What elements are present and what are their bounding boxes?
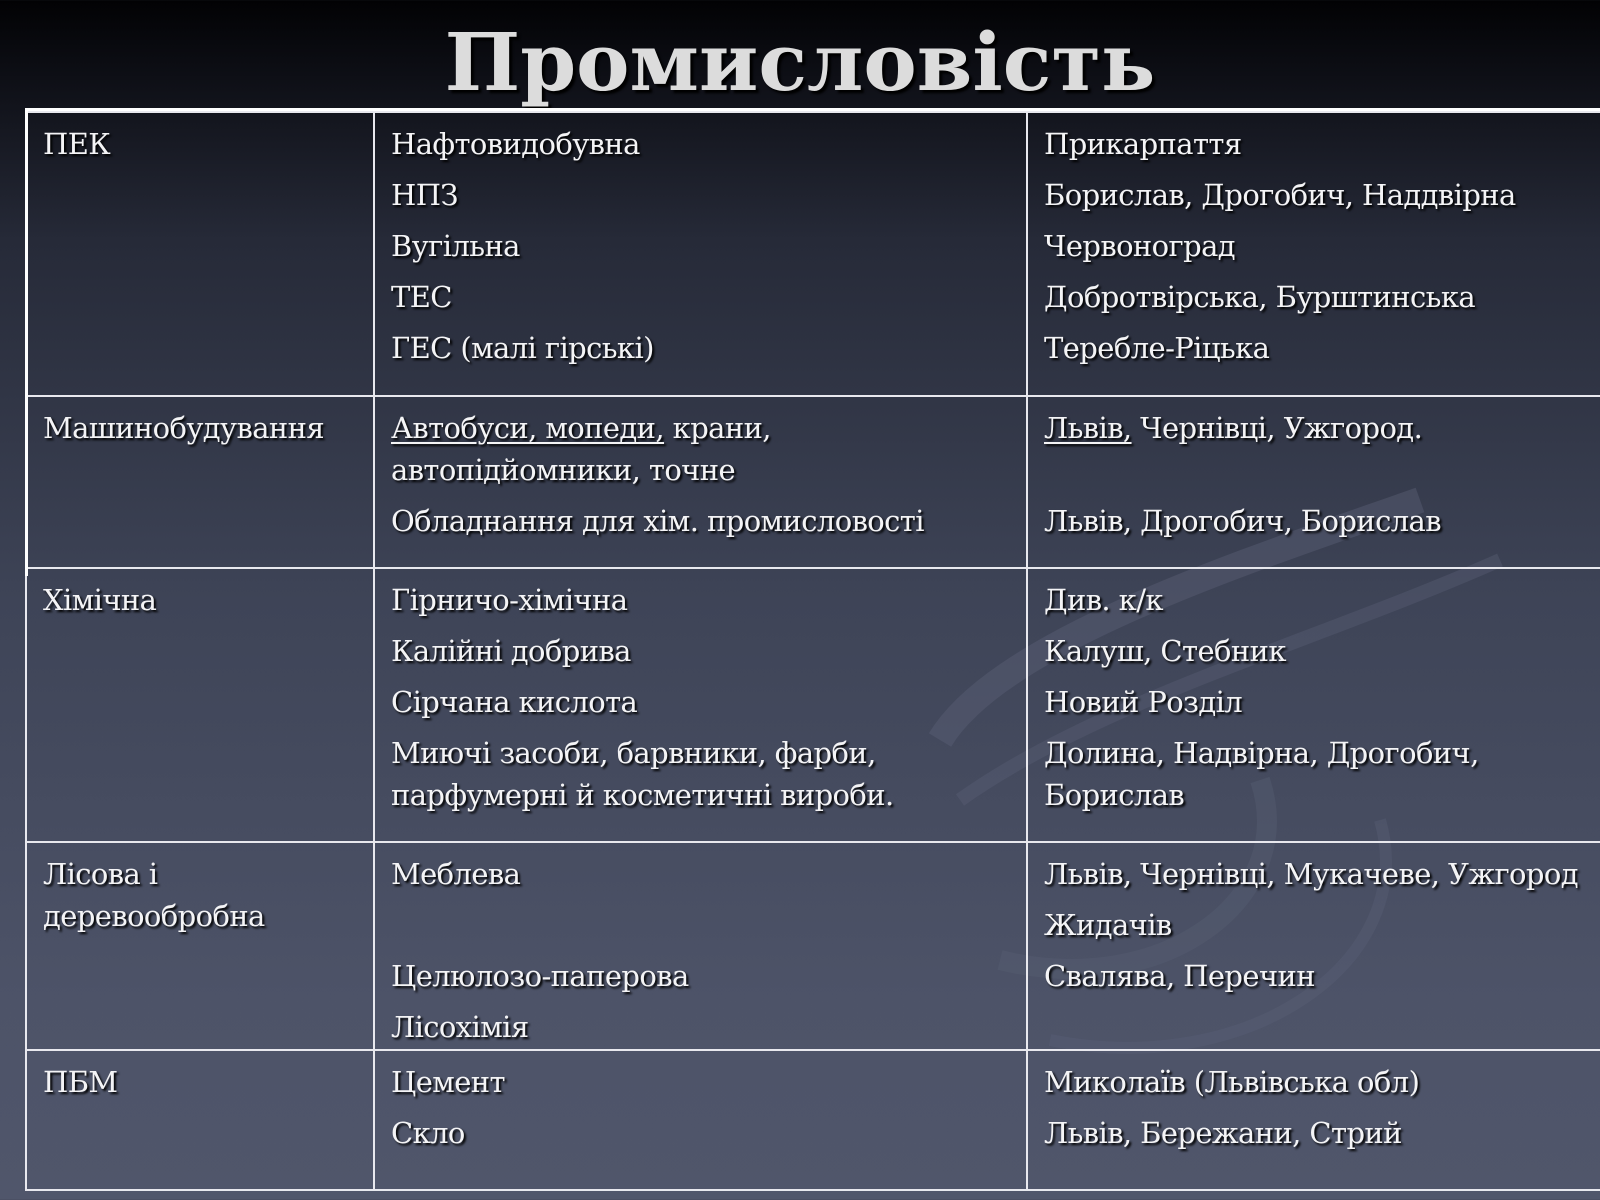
branches-cell (374, 842, 1027, 1050)
branch-item: Обладнання для хім. промисловості (391, 504, 924, 538)
sector-cell (26, 568, 374, 842)
branch-item: НПЗ (391, 178, 458, 212)
centers-cell (1027, 568, 1600, 842)
branch-item: автопідйомники, точне (391, 453, 736, 487)
centers-cell (1027, 842, 1600, 1050)
center-item: Прикарпаття (1044, 127, 1242, 161)
branches-cell (374, 112, 1027, 396)
branches-cell (374, 568, 1027, 842)
center-item: Червоноград (1044, 229, 1236, 263)
center-item: Львів, Чернівці, Мукачеве, Ужгород (1044, 857, 1578, 891)
center-item: Добротвірська, Бурштинська (1044, 280, 1476, 314)
table-row (26, 396, 1600, 568)
table-row (26, 842, 1600, 1050)
center-item: Долина, Надвірна, Дрогобич, (1044, 736, 1479, 770)
sector-cell (26, 842, 374, 1050)
center-underlined-text: Львів, (1044, 411, 1132, 445)
branch-item: Нафтовидобувна (391, 127, 640, 161)
branch-item: Гірничо-хімічна (391, 583, 628, 617)
branch-item: Калійні добрива (391, 634, 631, 668)
center-item: Миколаїв (Львівська обл) (1044, 1065, 1420, 1099)
center-item: Львів, Бережани, Стрий (1044, 1116, 1402, 1150)
center-item: Див. к/к (1044, 583, 1163, 617)
table-row (26, 1050, 1600, 1190)
branches-cell (374, 396, 1027, 568)
sector-label: Лісова і (43, 857, 158, 891)
branch-item: Скло (391, 1116, 465, 1150)
branch-item: ТЕС (391, 280, 452, 314)
industry-table (25, 108, 1600, 1200)
center-spacer (1044, 449, 1584, 491)
centers-cell (1027, 396, 1600, 568)
branch-item: Вугільна (391, 229, 520, 263)
sector-cell (26, 396, 374, 568)
sector-label: Хімічна (43, 583, 157, 617)
branch-item: Меблева (391, 857, 521, 891)
branch-item: ГЕС (малі гірські) (391, 331, 654, 365)
page-title: Промисловість (444, 15, 1156, 109)
sector-cell (26, 112, 374, 396)
branch-item (391, 407, 1010, 449)
center-item: Львів, Дрогобич, Борислав (1044, 504, 1441, 538)
branches-cell (374, 1050, 1027, 1190)
center-item: Борислав (1044, 778, 1185, 812)
branch-spacer (391, 904, 1010, 946)
table-row (26, 568, 1600, 842)
branch-item: парфумерні й косметичні вироби. (391, 778, 894, 812)
table-row (26, 112, 1600, 396)
center-item: Жидачів (1044, 908, 1172, 942)
centers-cell (1027, 112, 1600, 396)
branch-item: Цемент (391, 1065, 505, 1099)
branch-item: Миючі засоби, барвники, фарби, (391, 736, 876, 770)
sector-label: ПЕК (43, 127, 111, 161)
branch-item: Лісохімія (391, 1010, 529, 1044)
center-item: Борислав, Дрогобич, Наддвірна (1044, 178, 1516, 212)
center-text: Чернівці, Ужгород. (1131, 411, 1423, 445)
center-item: Новий Розділ (1044, 685, 1243, 719)
table-left-highlight (25, 108, 28, 576)
center-item: Свалява, Перечин (1044, 959, 1315, 993)
sector-label: Машинобудування (43, 411, 325, 445)
branch-text: крани, (664, 411, 771, 445)
sector-label: деревообробна (43, 899, 265, 933)
sector-cell (26, 1050, 374, 1190)
centers-cell (1027, 1050, 1600, 1190)
center-item (1044, 407, 1584, 449)
branch-item: Целюлозо-паперова (391, 959, 689, 993)
branch-underlined-text: Автобуси, мопеди, (391, 411, 665, 445)
sector-label: ПБМ (43, 1065, 118, 1099)
center-item: Теребле-Ріцька (1044, 331, 1270, 365)
center-item: Калуш, Стебник (1044, 634, 1286, 668)
branch-item: Сірчана кислота (391, 685, 638, 719)
